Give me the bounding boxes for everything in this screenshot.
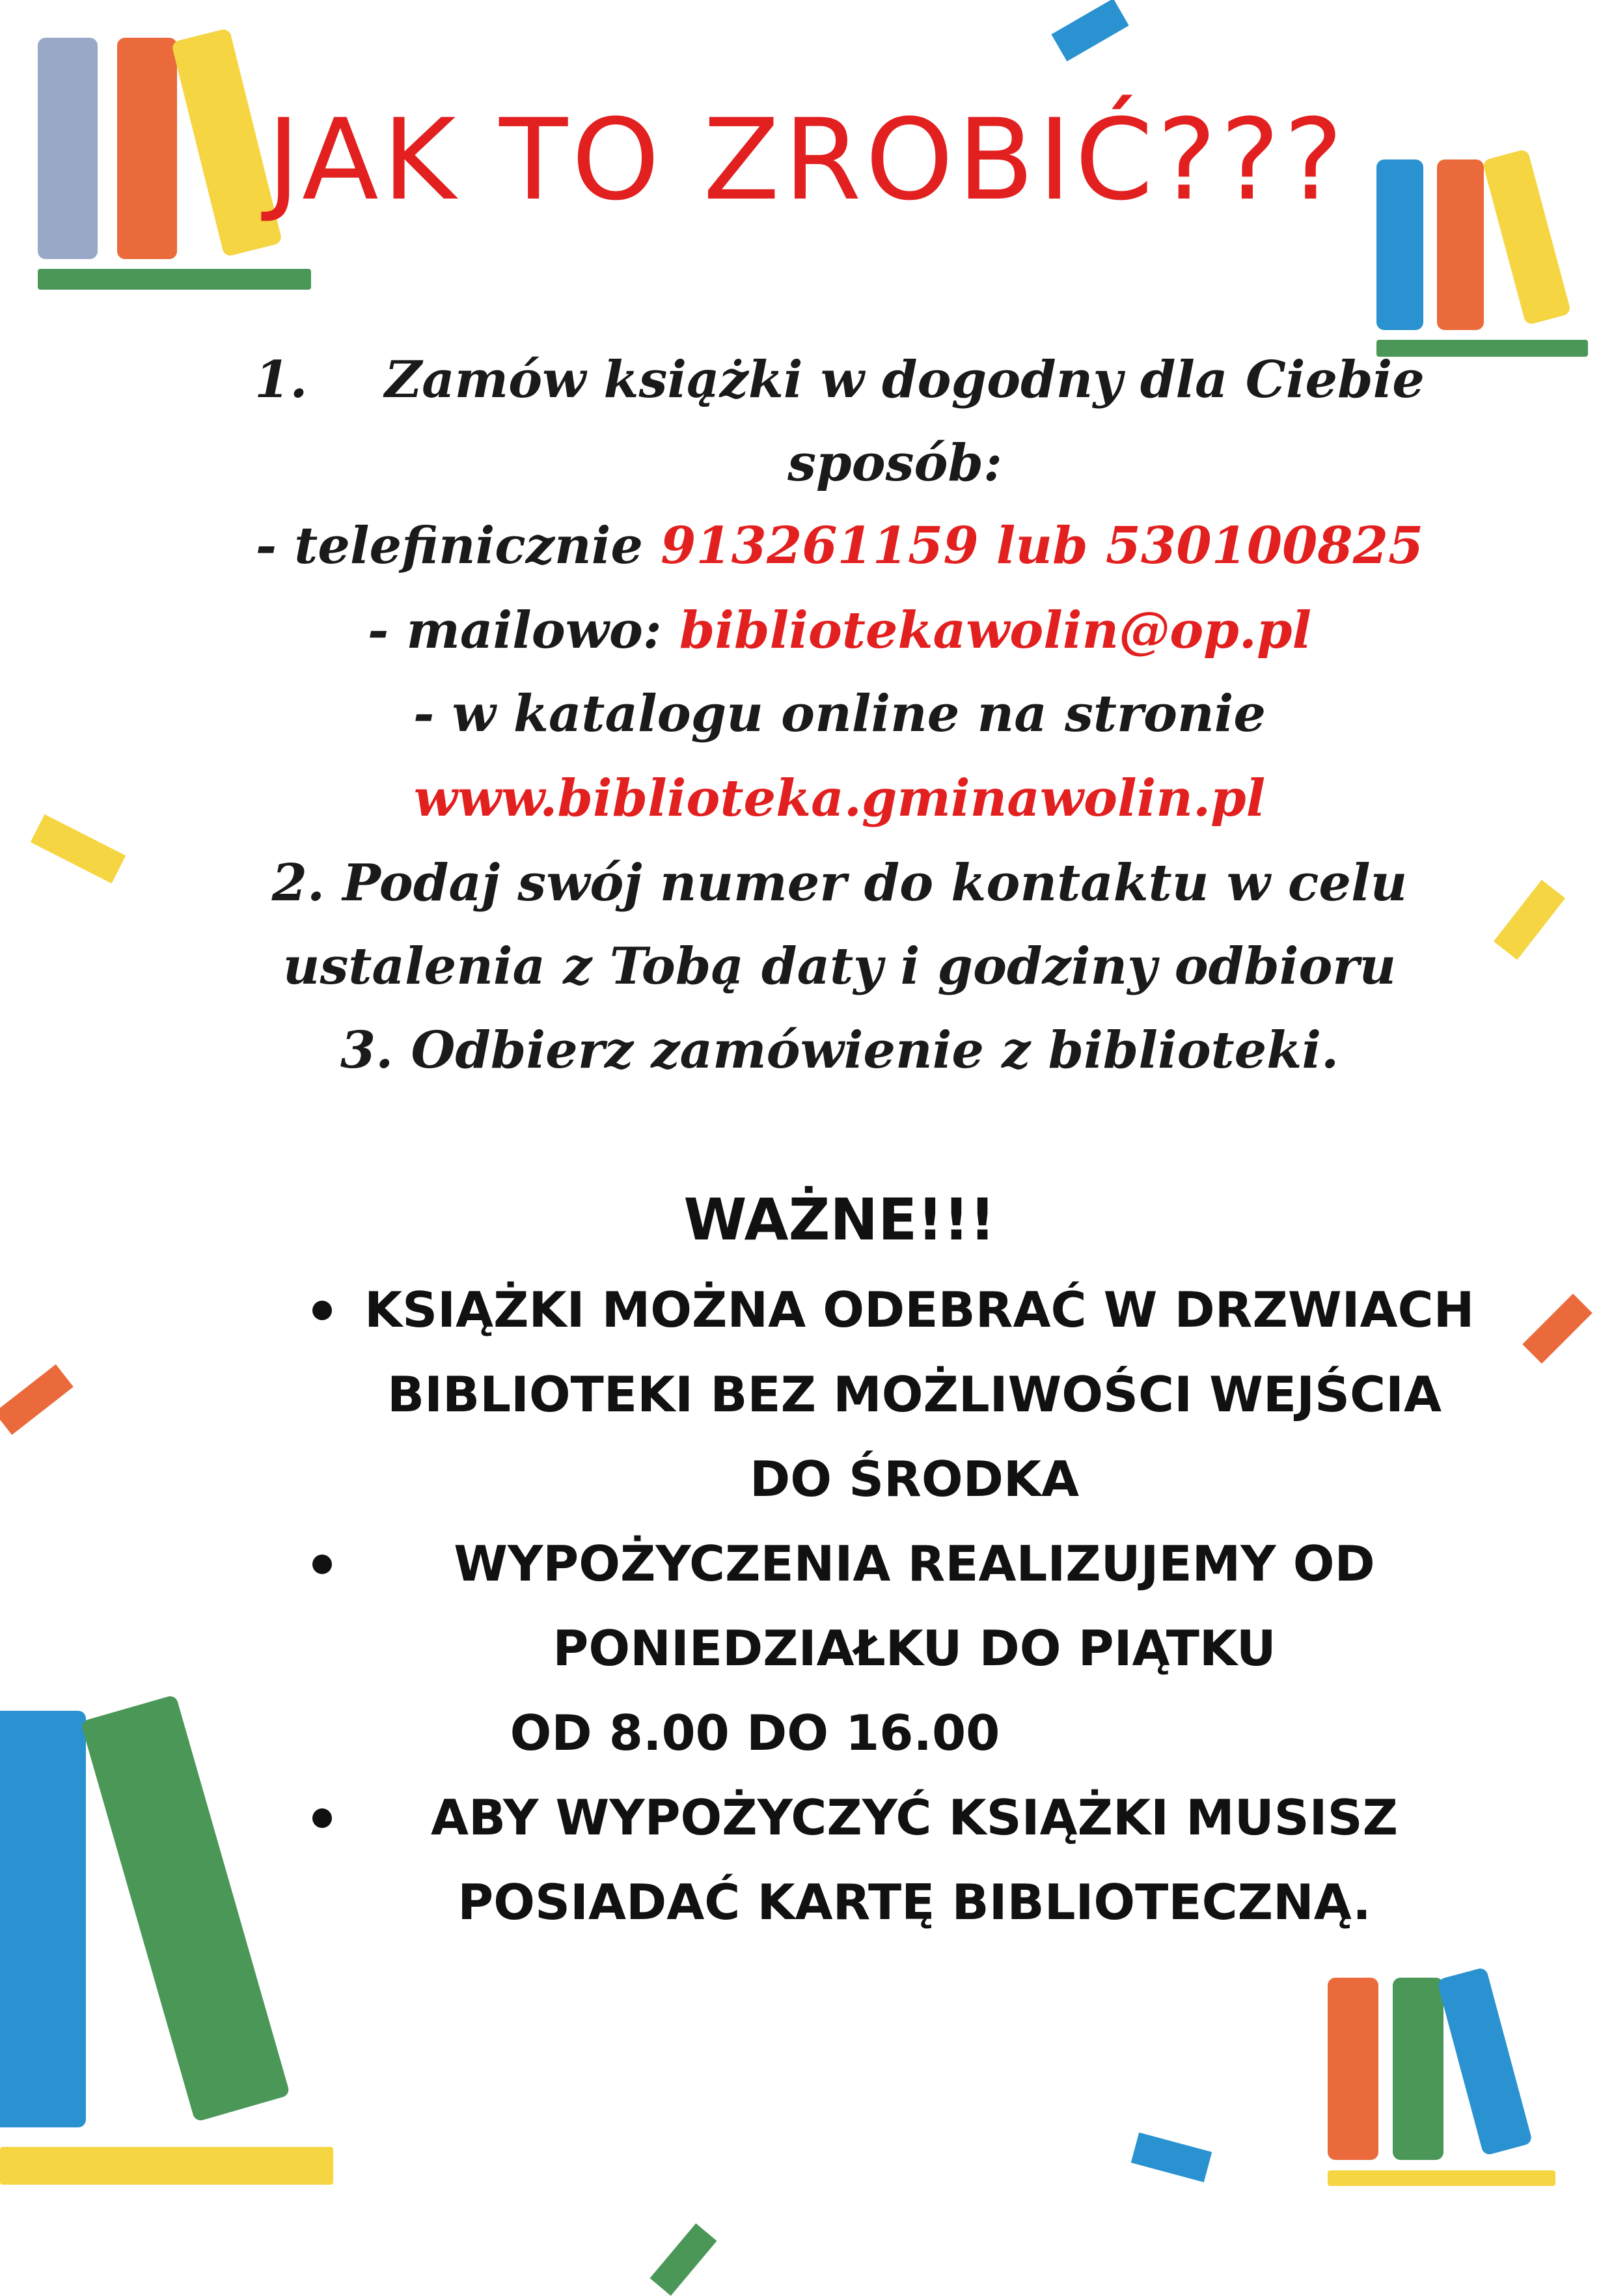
confetti-blue [1051, 0, 1128, 61]
step-1-continuation: sposób: [787, 434, 1002, 493]
confetti-blue [1131, 2133, 1212, 2182]
book-blue [0, 1711, 86, 2127]
bullet-2-line-2: PONIEDZIAŁKU DO PIĄTKU [553, 1620, 1276, 1677]
phone-numbers: 913261159 lub 530100825 [661, 516, 1424, 575]
step-2-line-2: ustalenia z Tobą daty i godziny odbioru [282, 937, 1397, 996]
confetti-green [650, 2223, 717, 2295]
confetti-orange [0, 1364, 74, 1435]
step-2-line-1: 2. Podaj swój numer do kontaktu w celu [271, 853, 1408, 913]
bullet-1-line-2: BIBLIOTEKI BEZ MOŻLIWOŚCI WEJŚCIA [387, 1366, 1442, 1423]
book-blue [1437, 1967, 1533, 2156]
bullet-2-dot [312, 1555, 332, 1574]
bullet-1-dot [312, 1301, 332, 1320]
book-green [1393, 1978, 1443, 2160]
email-label: - mailowo: [367, 601, 662, 660]
bullet-1-line-1: KSIĄŻKI MOŻNA ODEBRAĆ W DRZWIACH [364, 1281, 1475, 1338]
book-green [81, 1694, 291, 2122]
bullet-3-line-1: ABY WYPOŻYCZYĆ KSIĄŻKI MUSISZ [431, 1789, 1398, 1846]
confetti-orange [1522, 1293, 1592, 1363]
shelf-green [38, 269, 311, 290]
page-title: JAK TO ZROBIĆ??? [267, 94, 1347, 225]
bullet-3-line-2: POSIADAĆ KARTĘ BIBLIOTECZNĄ. [458, 1874, 1371, 1931]
bullet-2-line-3: OD 8.00 DO 16.00 [510, 1704, 1000, 1762]
confetti-yellow [1494, 880, 1565, 960]
phone-line [195, 516, 1484, 575]
shelf-yellow [0, 2147, 333, 2185]
bullet-2-line-1: WYPOŻYCZENIA REALIZUJEMY OD [454, 1535, 1375, 1592]
important-heading: WAŻNE!!! [683, 1186, 996, 1253]
bullet-1-line-3: DO ŚRODKA [749, 1450, 1080, 1508]
phone-label: - telefinicznie [255, 516, 643, 575]
step-3: 3. Odbierz zamówienie z biblioteki. [340, 1021, 1339, 1080]
step-1 [195, 350, 1484, 409]
shelf-yellow [1328, 2170, 1555, 2186]
step-1-text: Zamów książki w dogodny dla Ciebie [385, 350, 1425, 409]
confetti-yellow [31, 814, 126, 883]
catalog-url[interactable]: www.biblioteka.gminawolin.pl [413, 769, 1266, 828]
book-orange [1328, 1978, 1378, 2160]
email-line [195, 601, 1484, 660]
step-1-number: 1. [254, 350, 308, 409]
email-address[interactable]: bibliotekawolin@op.pl [679, 601, 1312, 660]
catalog-line: - w katalogu online na stronie [413, 684, 1266, 743]
bullet-3-dot [312, 1808, 332, 1828]
